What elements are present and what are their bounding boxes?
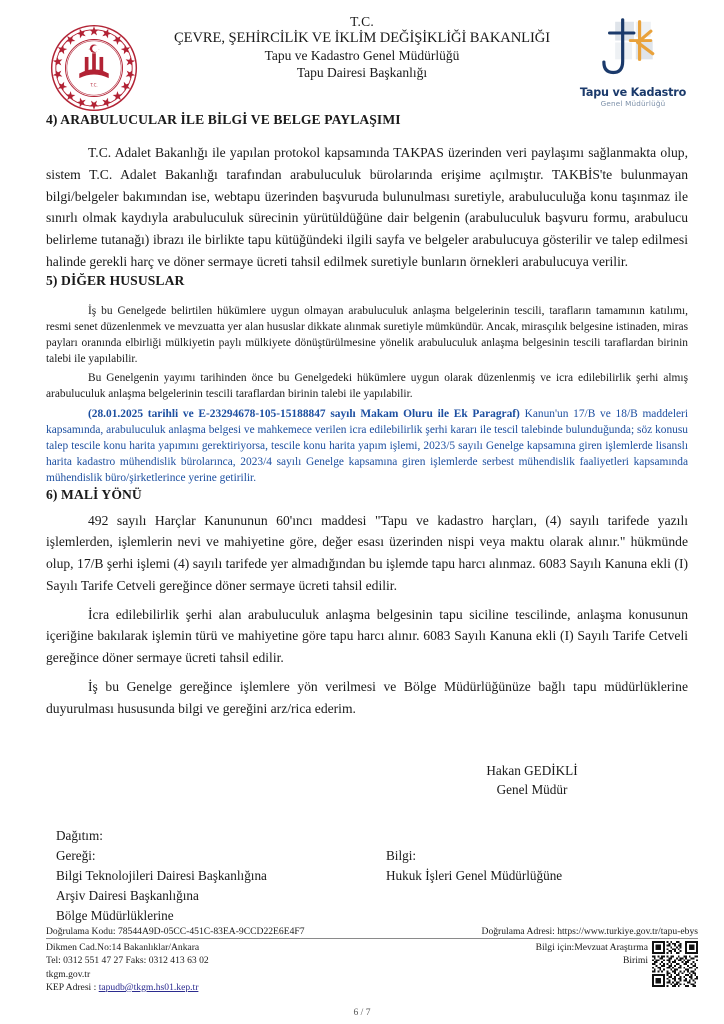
spacer (46, 669, 688, 676)
footer-info-block (536, 941, 698, 987)
page-number: 6 / 7 (353, 1007, 371, 1018)
ministry-emblem-icon (48, 22, 140, 114)
geregi-item: Bölge Müdürlüklerine (56, 907, 174, 923)
tk-monogram-icon (581, 18, 685, 80)
distribution-bilgi-column (386, 826, 688, 926)
document-header (0, 0, 724, 112)
section-6-paragraph-2: İcra edilebilirlik şerhi alan arabuluculuk anlaşma belgesinin tapu siciline tescilinde, anlaşma konusunun içeriğine bakılarak işlemin türü ve mahiyetine göre tapu harcı alınır. 6083 Sayılı Kanuna ekli (I) Sayılı Tarife Cetveli gereğince döner sermaye ücreti tahsil edilir. (46, 606, 688, 666)
verification-address-label: Doğrulama Adresi: (481, 925, 555, 937)
signature-block (46, 761, 688, 799)
office-address: Dikmen Cad.No:14 Bakanlıklar/Ankara (46, 942, 200, 954)
section-5-paragraph-1: İş bu Genelgede belirtilen hükümlere uygun olmayan arabuluculuk anlaşma belgelerinin tescili, tarafların tamamının katılımı, resmi senet düzenlenmek ve mevzuatta yer alan hususlar dikkate alınmak suretiyle mümkündür. Ancak, mirasçılık belgesine istinaden, miras payları oranında elbirliği mülkiyetin paylı mülkiyete dönüştürülmesine yönelik arabuluculuk anlaşma belgesinin tescili taraflardan birinin talebi ile yapılabilir. (46, 304, 688, 366)
verification-address-value: https://www.turkiye.gov.tr/tapu-ebys (557, 925, 698, 937)
spacer (46, 289, 688, 303)
spacer (46, 503, 688, 510)
verification-code-value: 78544A9D-05CC-451C-83EA-9CCD22E6E4F7 (117, 925, 305, 937)
section-6-paragraph-1: 492 sayılı Harçlar Kanununun 60'ıncı maddesi "Tapu ve kadastro harçları, (4) sayılı tarifede yazılı işlemlerden, işlemlerin nevi ve mahiyetine göre, değer esası üzerinden nispi veya maktu olarak alınır." hükmünde olup, 17/B şerhi işlemi (4) sayılı tarifede yer almadığından bu işlemde tapu harcı alınmaz. 6083 Sayılı Kanuna ekli (I) Sayılı Tarife Cetveli gereğince döner sermaye ücreti tahsil edilir. (46, 512, 688, 593)
tc-label: T.C. (350, 14, 374, 29)
section-5-paragraph-2: Bu Genelgenin yayımı tarihinden önce bu Genelgedeki hükümlere uygun olarak düzenlenmiş ve icra edilebilirlik şerhi almış arabuluculuk anlaşma belgelerinin tescili taraflardan birinin talebi ile yapılabilir. (46, 372, 688, 401)
info-for-line-1: Bilgi için:Mevzuat Araştırma (535, 942, 648, 954)
ministry-name: ÇEVRE, ŞEHİRCİLİK VE İKLİM DEĞİŞİKLİĞİ BAKANLIĞI (174, 30, 550, 47)
phone-fax: Tel: 0312 551 47 27 Faks: 0312 413 63 02 (46, 955, 209, 967)
department-name: Tapu Dairesi Başkanlığı (296, 64, 428, 80)
geregi-label: Gereği: (56, 847, 96, 863)
section-5-paragraph-3 (46, 406, 688, 487)
spacer (46, 597, 688, 604)
spacer (46, 128, 688, 142)
section-heading-6: 6) MALİ YÖNÜ (46, 486, 142, 502)
section-4-paragraph: T.C. Adalet Bakanlığı ile yapılan protokol kapsamında TAKPAS üzerinden veri paylaşımı sağlanmakta olup, sistem T.C. Adalet Bakanlığı tarafından arabuluculuk bürolarında erişime açılmıştır. TAKBİS'te bulunmayan bilgi/belgeler bakımından ise, webtapu üzerinden başvuruda bulunulması suretiyle, arabuluculuğa konu taşınmaz ile sınırlı olmak kaydıyla arabuluculuk sürecinin yürütüldüğüne dair belgenin (arabuluculuk başvuru formu, arabulucu belirleme tutanağı) ibrazı ile birlikte tapu kütüğündeki ilgili sayfa ve belgeler arabulucuya gösterilir ve talep edilmesi halinde gerekli harç ve döner sermaye ücreti tahsil edilmek suretiyle bunların örnekleri arabulucuya verilir. (46, 145, 688, 269)
footer-contact-info (46, 941, 209, 994)
signer-title: Genel Müdür (496, 782, 568, 798)
spacer (386, 826, 688, 846)
kep-label: KEP Adresi : (46, 981, 99, 993)
footer-details (46, 941, 698, 994)
section-heading-4: 4) ARABULUCULAR İLE BİLGİ VE BELGE PAYLAŞIMI (46, 112, 401, 127)
document-body (0, 112, 724, 926)
kep-line (46, 981, 209, 994)
kep-address-link[interactable]: tapudb@tkgm.hs01.kep.tr (98, 981, 199, 993)
geregi-item: Arşiv Dairesi Başkanlığına (56, 887, 199, 903)
section-5-paragraph-3-rest: Kanun'un 17/B ve 18/B maddeleri kapsamında, arabuluculuk anlaşma belgesi ve mahkemece verilen icra edilebilirlik şerhi kararı ile tescil talebinde bulunduğunda; söz konusu talep tescile konu harita yapımını gerektiriyorsa, tescile konu harita yapım işlemi, 2023/5 sayılı Genelge kapsamına giren işlemlerde lisanslı harita kadastro mühendislik bürolarınca, 2023/4 sayılı Genelge kapsamına giren işlemlerde serbest mühendislik faaliyetleri kapsamında mühendislik büro/şirketlerince yerine getirilir. (46, 407, 688, 485)
qr-code (652, 941, 698, 987)
bilgi-label: Bilgi: (386, 847, 417, 863)
verification-code-label: Doğrulama Kodu: (46, 925, 116, 937)
geregi-item: Bilgi Teknolojileri Dairesi Başkanlığına (56, 867, 267, 883)
distribution-geregi-column (46, 826, 386, 926)
info-for-line-2: Birimi (622, 954, 648, 966)
section-6-paragraph-3: İş bu Genelge gereğince işlemlere yön verilmesi ve Bölge Müdürlüğünüze bağlı tapu müdürlüklerine duyurulması hususunda bilgi ve gereğini arz/rica ederim. (46, 678, 688, 716)
document-footer (46, 926, 698, 994)
svg-text:T.C.: T.C. (90, 82, 98, 88)
website: tkgm.gov.tr (46, 968, 91, 980)
tapu-kadastro-logo (578, 18, 688, 110)
footer-divider (46, 938, 698, 939)
info-contact (536, 941, 648, 967)
tk-logo-subtitle: Genel Müdürlüğü (600, 99, 666, 108)
tk-logo-title: Tapu ve Kadastro (579, 86, 687, 99)
distribution-block (46, 826, 688, 926)
makam-oluru-reference: (28.01.2025 tarihli ve E-23294678-105-15188847 sayılı Makam Oluru ile Ek Paragraf) (88, 407, 520, 420)
section-heading-5: 5) DİĞER HUSUSLAR (46, 272, 185, 288)
dagitim-label: Dağıtım: (56, 827, 103, 843)
bilgi-item: Hukuk İşleri Genel Müdürlüğüne (386, 867, 563, 883)
footer-code-row (46, 926, 698, 939)
verification-code (46, 926, 305, 937)
general-directorate-name: Tapu ve Kadastro Genel Müdürlüğü (264, 48, 460, 64)
signer-name: Hakan GEDİKLİ (486, 763, 578, 779)
verification-address (482, 926, 698, 937)
